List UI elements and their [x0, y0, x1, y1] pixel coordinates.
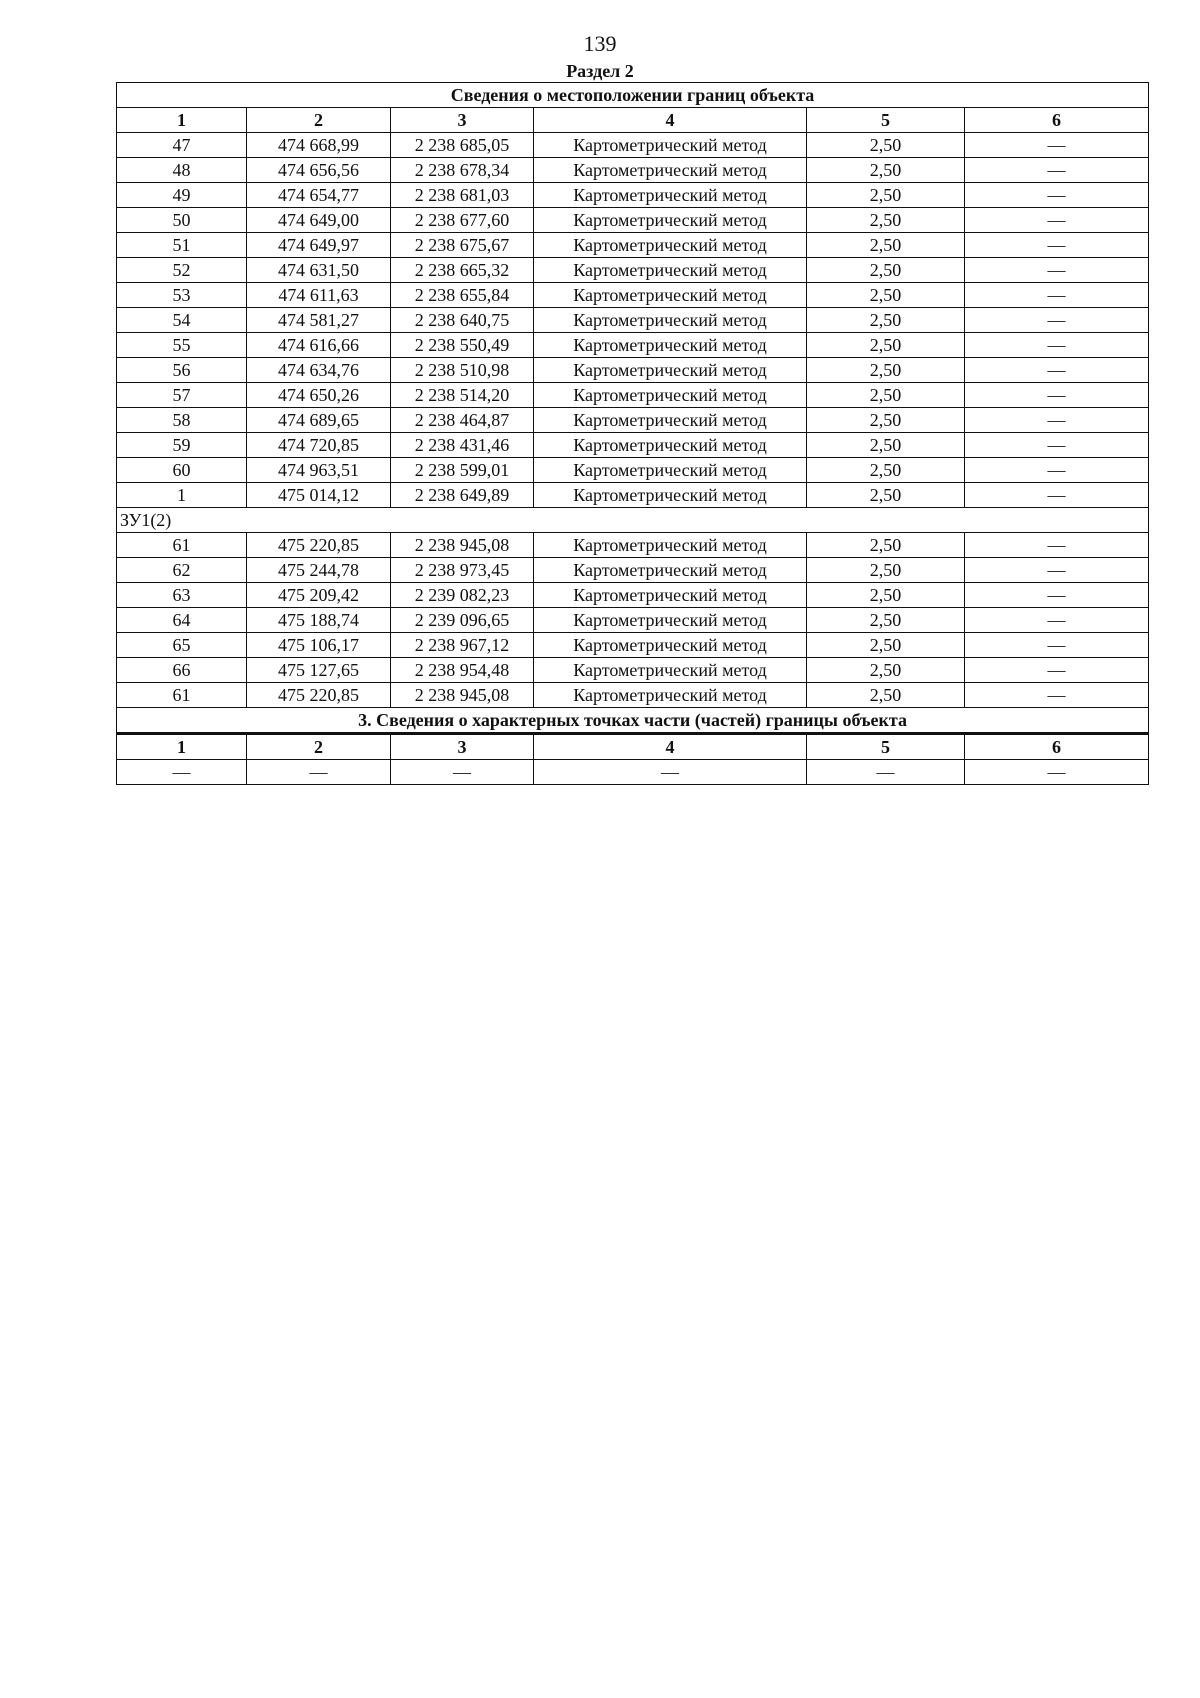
table-row-cell: 2,50	[807, 258, 965, 283]
table-row-cell: —	[965, 308, 1149, 333]
table-row-cell: Картометрический метод	[534, 583, 807, 608]
table-row-cell: 2,50	[807, 483, 965, 508]
table-row-cell: 2 238 967,12	[391, 633, 534, 658]
table-row-cell: 61	[117, 533, 247, 558]
table-row-cell: 474 649,97	[247, 233, 391, 258]
table-row-cell: 474 634,76	[247, 358, 391, 383]
table-row	[117, 283, 1149, 308]
table-row-cell: 474 963,51	[247, 458, 391, 483]
table-row-cell: 50	[117, 208, 247, 233]
table-row	[117, 433, 1149, 458]
table-row-cell: —	[965, 583, 1149, 608]
table-row-cell: 2,50	[807, 458, 965, 483]
table-row	[117, 333, 1149, 358]
table-row	[117, 308, 1149, 333]
table-row-cell: 2 238 599,01	[391, 458, 534, 483]
table-row-cell: —	[965, 283, 1149, 308]
group-label-row	[117, 508, 1149, 533]
table-row	[117, 583, 1149, 608]
table-row-cell: Картометрический метод	[534, 208, 807, 233]
table-row-cell: 47	[117, 133, 247, 158]
table-row-cell: 474 650,26	[247, 383, 391, 408]
section3-row	[117, 760, 1149, 785]
section-title: Раздел 2	[566, 61, 634, 81]
table-row-cell: 475 244,78	[247, 558, 391, 583]
section3-row-cell: —	[807, 760, 965, 785]
section3-row-cell: —	[534, 760, 807, 785]
table-row	[117, 158, 1149, 183]
group-label-row-text: ЗУ1(2)	[117, 508, 1149, 533]
table-row-cell: 475 209,42	[247, 583, 391, 608]
table-row-cell: 57	[117, 383, 247, 408]
table-row	[117, 633, 1149, 658]
table-row-cell: 475 188,74	[247, 608, 391, 633]
table-row-cell: 48	[117, 158, 247, 183]
table-row-cell: Картометрический метод	[534, 408, 807, 433]
table-row-cell: Картометрический метод	[534, 658, 807, 683]
section3-title-text: 3. Сведения о характерных точках части (частей) границы объекта	[117, 708, 1149, 734]
table-row-cell: 2,50	[807, 683, 965, 708]
table-row-cell: Картометрический метод	[534, 283, 807, 308]
table-row	[117, 183, 1149, 208]
section3-header-row-cell: 2	[247, 734, 391, 760]
table-row-cell: Картометрический метод	[534, 383, 807, 408]
table-row-cell: 2 239 082,23	[391, 583, 534, 608]
table-row-cell: 64	[117, 608, 247, 633]
table-row-cell: 65	[117, 633, 247, 658]
table-row-cell: 2,50	[807, 558, 965, 583]
table-caption	[117, 83, 1149, 108]
table-row-cell: —	[965, 333, 1149, 358]
table-row-cell: Картометрический метод	[534, 158, 807, 183]
table-row-cell: 2,50	[807, 233, 965, 258]
table-row	[117, 658, 1149, 683]
table-row	[117, 208, 1149, 233]
boundary-table	[116, 82, 1149, 785]
section3-row-cell: —	[247, 760, 391, 785]
table-row-cell: 474 689,65	[247, 408, 391, 433]
table-row-cell: 474 616,66	[247, 333, 391, 358]
table-row-cell: —	[965, 683, 1149, 708]
table-row	[117, 533, 1149, 558]
table-row-cell: 2 238 945,08	[391, 683, 534, 708]
table-row-cell: 2 238 681,03	[391, 183, 534, 208]
table-row	[117, 558, 1149, 583]
table-row	[117, 458, 1149, 483]
table-row-cell: 2,50	[807, 283, 965, 308]
table-row-cell: 475 127,65	[247, 658, 391, 683]
table-row-cell: 2,50	[807, 408, 965, 433]
table-row-cell: 2 238 655,84	[391, 283, 534, 308]
table-row-cell: —	[965, 608, 1149, 633]
table-row-cell: 2,50	[807, 358, 965, 383]
table-row-cell: Картометрический метод	[534, 558, 807, 583]
table-row-cell: 53	[117, 283, 247, 308]
table-row-cell: 2,50	[807, 383, 965, 408]
table-row-cell: 54	[117, 308, 247, 333]
table-row-cell: 2 238 954,48	[391, 658, 534, 683]
table-row-cell: 2 238 550,49	[391, 333, 534, 358]
table-row-cell: 2 238 431,46	[391, 433, 534, 458]
table-row-cell: —	[965, 133, 1149, 158]
section3-row-cell: —	[965, 760, 1149, 785]
section3-header-row-cell: 5	[807, 734, 965, 760]
table-row-cell: —	[965, 183, 1149, 208]
column-header-row-cell: 1	[117, 108, 247, 133]
table-row-cell: 2,50	[807, 433, 965, 458]
table-row-cell: 63	[117, 583, 247, 608]
table-row-cell: 58	[117, 408, 247, 433]
table-row	[117, 133, 1149, 158]
table-row-cell: 2,50	[807, 208, 965, 233]
table-row-cell: 2,50	[807, 333, 965, 358]
table-row	[117, 483, 1149, 508]
table-row-cell: Картометрический метод	[534, 683, 807, 708]
table-row-cell: 1	[117, 483, 247, 508]
table-row-cell: Картометрический метод	[534, 258, 807, 283]
table-row-cell: 2 238 685,05	[391, 133, 534, 158]
table-row-cell: Картометрический метод	[534, 458, 807, 483]
table-row-cell: —	[965, 358, 1149, 383]
column-header-row-cell: 6	[965, 108, 1149, 133]
table-row	[117, 358, 1149, 383]
table-row-cell: 2 238 665,32	[391, 258, 534, 283]
table-row-cell: 2,50	[807, 158, 965, 183]
table-row-cell: 474 720,85	[247, 433, 391, 458]
table-row-cell: Картометрический метод	[534, 133, 807, 158]
table-row	[117, 683, 1149, 708]
table-row-cell: —	[965, 658, 1149, 683]
table-row-cell: Картометрический метод	[534, 608, 807, 633]
table-row-cell: 474 581,27	[247, 308, 391, 333]
table-row-cell: 475 014,12	[247, 483, 391, 508]
page-number: 139	[583, 31, 617, 56]
table-row-cell: 474 631,50	[247, 258, 391, 283]
section3-header-row-cell: 6	[965, 734, 1149, 760]
column-header-row-cell: 4	[534, 108, 807, 133]
table-row-cell: 2 238 464,87	[391, 408, 534, 433]
column-header-row	[117, 108, 1149, 133]
table-row-cell: 2,50	[807, 608, 965, 633]
table-row-cell: 2 238 640,75	[391, 308, 534, 333]
table-row-cell: Картометрический метод	[534, 433, 807, 458]
table-row-cell: 475 220,85	[247, 533, 391, 558]
table-row	[117, 608, 1149, 633]
table-row-cell: 49	[117, 183, 247, 208]
table-row-cell: —	[965, 433, 1149, 458]
column-header-row-cell: 3	[391, 108, 534, 133]
table-row-cell: —	[965, 258, 1149, 283]
table-row-cell: Картометрический метод	[534, 533, 807, 558]
table-row-cell: 59	[117, 433, 247, 458]
section3-header-row	[117, 734, 1149, 760]
table-row-cell: 2 238 973,45	[391, 558, 534, 583]
table-row-cell: 474 656,56	[247, 158, 391, 183]
table-row-cell: 2 238 945,08	[391, 533, 534, 558]
table-row-cell: Картометрический метод	[534, 183, 807, 208]
table-row-cell: 474 654,77	[247, 183, 391, 208]
section3-row-cell: —	[391, 760, 534, 785]
table-row-cell: 51	[117, 233, 247, 258]
table-row-cell: 2 238 675,67	[391, 233, 534, 258]
table-row-cell: 62	[117, 558, 247, 583]
table-row-cell: 2 238 514,20	[391, 383, 534, 408]
table-row-cell: Картометрический метод	[534, 358, 807, 383]
table-row-cell: Картометрический метод	[534, 308, 807, 333]
table-row-cell: 2 238 649,89	[391, 483, 534, 508]
section3-header-row-cell: 3	[391, 734, 534, 760]
table-row-cell: 66	[117, 658, 247, 683]
section3-row-cell: —	[117, 760, 247, 785]
table-row-cell: 60	[117, 458, 247, 483]
column-header-row-cell: 5	[807, 108, 965, 133]
table-row-cell: —	[965, 533, 1149, 558]
table-row-cell: 2 239 096,65	[391, 608, 534, 633]
table-row-cell: 2,50	[807, 583, 965, 608]
table-row-cell: 52	[117, 258, 247, 283]
table-row-cell: 2,50	[807, 183, 965, 208]
table-row-cell: —	[965, 233, 1149, 258]
table-row-cell: —	[965, 408, 1149, 433]
table-row-cell: 2,50	[807, 658, 965, 683]
table-row-cell: —	[965, 633, 1149, 658]
table-row-cell: 55	[117, 333, 247, 358]
table-row-cell: —	[965, 558, 1149, 583]
table-row-cell: 474 649,00	[247, 208, 391, 233]
table-row-cell: 2 238 510,98	[391, 358, 534, 383]
table-row-cell: Картометрический метод	[534, 333, 807, 358]
table-row	[117, 408, 1149, 433]
table-row	[117, 258, 1149, 283]
table-row-cell: —	[965, 483, 1149, 508]
table-row-cell: —	[965, 208, 1149, 233]
table-row-cell: 2,50	[807, 633, 965, 658]
table-row-cell: 2 238 678,34	[391, 158, 534, 183]
table-row-cell: 474 611,63	[247, 283, 391, 308]
table-row-cell: 474 668,99	[247, 133, 391, 158]
column-header-row-cell: 2	[247, 108, 391, 133]
section3-header-row-cell: 1	[117, 734, 247, 760]
section3-title	[117, 708, 1149, 734]
table-row	[117, 383, 1149, 408]
table-row-cell: 61	[117, 683, 247, 708]
table-row-cell: Картометрический метод	[534, 233, 807, 258]
table-row-cell: Картометрический метод	[534, 633, 807, 658]
table-row	[117, 233, 1149, 258]
table-row-cell: —	[965, 383, 1149, 408]
table-row-cell: —	[965, 458, 1149, 483]
table-row-cell: 56	[117, 358, 247, 383]
table-row-cell: 475 106,17	[247, 633, 391, 658]
table-row-cell: —	[965, 158, 1149, 183]
table-row-cell: 475 220,85	[247, 683, 391, 708]
section3-header-row-cell: 4	[534, 734, 807, 760]
table-caption-text: Сведения о местоположении границ объекта	[117, 83, 1149, 108]
table-row-cell: 2 238 677,60	[391, 208, 534, 233]
table-row-cell: 2,50	[807, 133, 965, 158]
table-row-cell: 2,50	[807, 533, 965, 558]
table-row-cell: 2,50	[807, 308, 965, 333]
table-row-cell: Картометрический метод	[534, 483, 807, 508]
